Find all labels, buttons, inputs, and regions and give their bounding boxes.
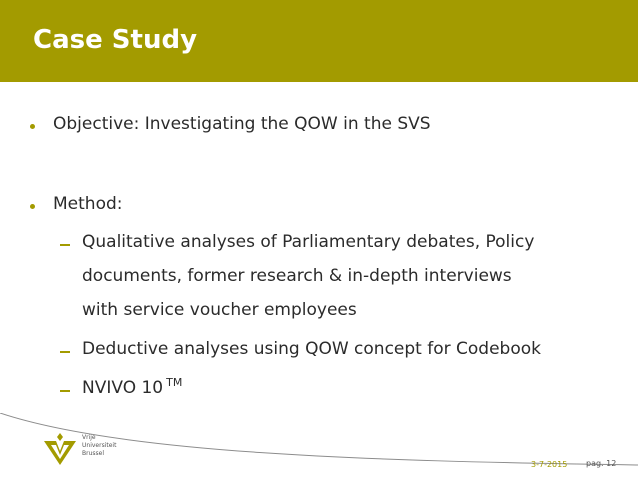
- sub-item-1-line-1: Qualitative analyses of Parliamentary debates, Policy: [82, 232, 535, 252]
- dash-marker: [60, 244, 70, 246]
- sub-item-1-line-2: documents, former research & in-depth interviews: [82, 266, 512, 286]
- university-name-line-2: Universiteit: [82, 442, 117, 449]
- bullet-dot: [30, 204, 35, 209]
- university-name-line-3: Brussel: [82, 450, 104, 457]
- sub-item-1-line-3: with service voucher employees: [82, 300, 357, 320]
- dash-marker: [60, 390, 70, 392]
- slide-title: Case Study: [33, 25, 198, 55]
- objective-text: Objective: Investigating the QOW in the SVS: [53, 114, 431, 134]
- bullet-dot: [30, 124, 35, 129]
- sub-item-2: Deductive analyses using QOW concept for Codebook: [82, 339, 541, 359]
- university-logo-icon: [42, 433, 78, 467]
- dash-marker: [60, 351, 70, 353]
- university-name-line-1: Vrije: [82, 434, 96, 441]
- page-number: pag. 12: [586, 459, 617, 468]
- nvivo-text: NVIVO 10: [82, 378, 164, 398]
- trademark-mark: TM: [166, 376, 183, 389]
- method-text: Method:: [53, 194, 123, 214]
- university-name: [82, 434, 116, 458]
- slide-date: 3-7-2015: [531, 460, 568, 469]
- sub-item-3: [82, 378, 182, 398]
